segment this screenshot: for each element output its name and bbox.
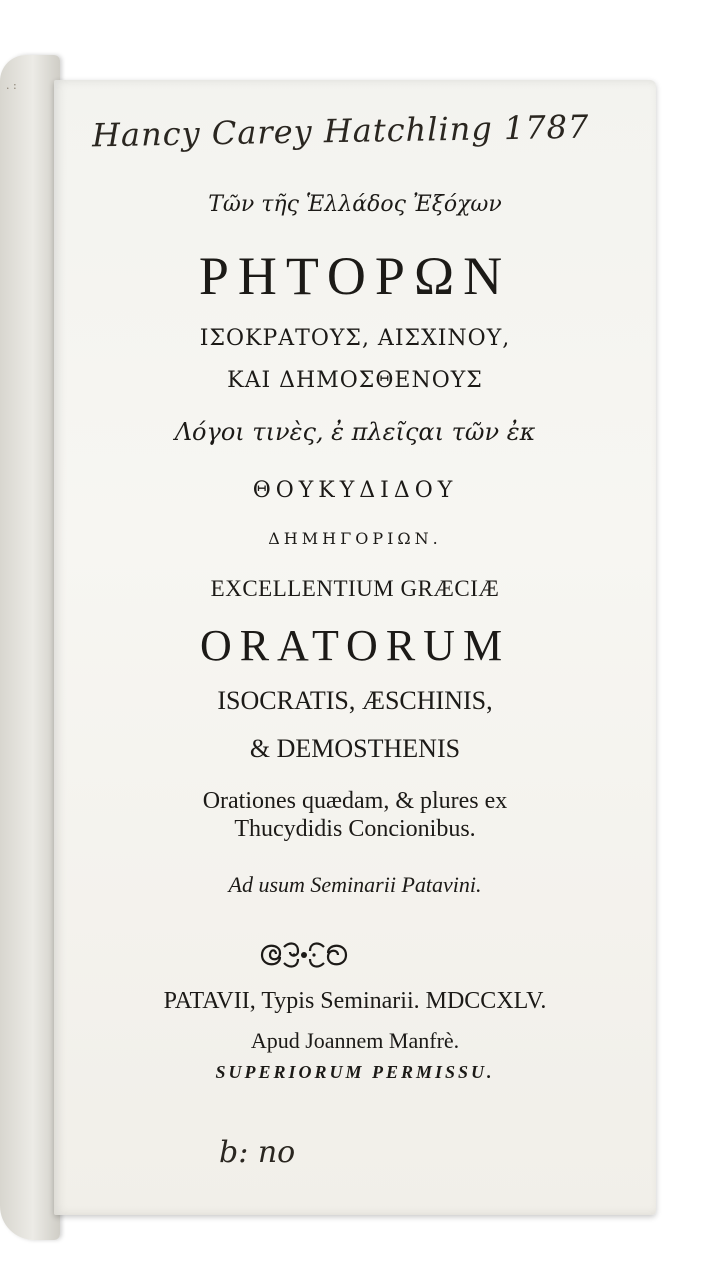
book-spine-page-edge — [0, 55, 60, 1240]
greek-thucydides-line: ΘΟΥΚΥΔΙΔΟΥ — [252, 478, 458, 503]
latin-author-names: ISOCRATIS, ÆSCHINIS, — [217, 686, 493, 715]
greek-intro-line: Τῶν τῆς Ἑλλάδος Ἐξόχων — [208, 192, 502, 217]
handwritten-shelfmark: b: no — [219, 1135, 296, 1170]
latin-title: ORATORUM — [199, 621, 511, 670]
greek-logoi-line: Λόγοι τινὲς, ἐ πλεῖςαι τῶν ἐκ — [174, 418, 536, 446]
imprint-apud-line: Apud Joannem Manfrè. — [250, 1028, 460, 1053]
title-page — [54, 80, 656, 1215]
greek-demegorion-line: ΔΗΜΗΓΟΡΙΩΝ. — [268, 529, 442, 548]
greek-kai-line: ΚΑΙ ΔΗΜΟΣΘΕΝΟΥΣ — [227, 368, 483, 393]
greek-title: ΡΗΤΟΡΩΝ — [198, 246, 512, 306]
imprint-place-printer-date: PATAVII, Typis Seminarii. MDCCXLV. — [163, 988, 547, 1014]
ad-usum-line: Ad usum Seminarii Patavini. — [228, 872, 482, 897]
latin-orationes-line: Orationes quædam, & plures ex — [202, 788, 508, 814]
greek-author-names: ΙΣΟΚΡΑΤΟΥΣ, ΑΙΣΧΙΝΟΥ, — [199, 326, 511, 351]
latin-demosthenis-line: & DEMOSTHENIS — [249, 734, 461, 763]
spine-mark: . : — [6, 79, 17, 92]
latin-thucydidis-line: Thucydidis Concionibus. — [234, 816, 476, 842]
fleuron-ornament-icon — [254, 935, 354, 975]
latin-excellentium-line: EXCELLENTIUM GRÆCIÆ — [210, 576, 500, 601]
handwritten-inscription: Hancy Carey Hatchling 1787 — [91, 107, 590, 155]
imprint-permission: SUPERIORUM PERMISSU. — [215, 1062, 495, 1082]
